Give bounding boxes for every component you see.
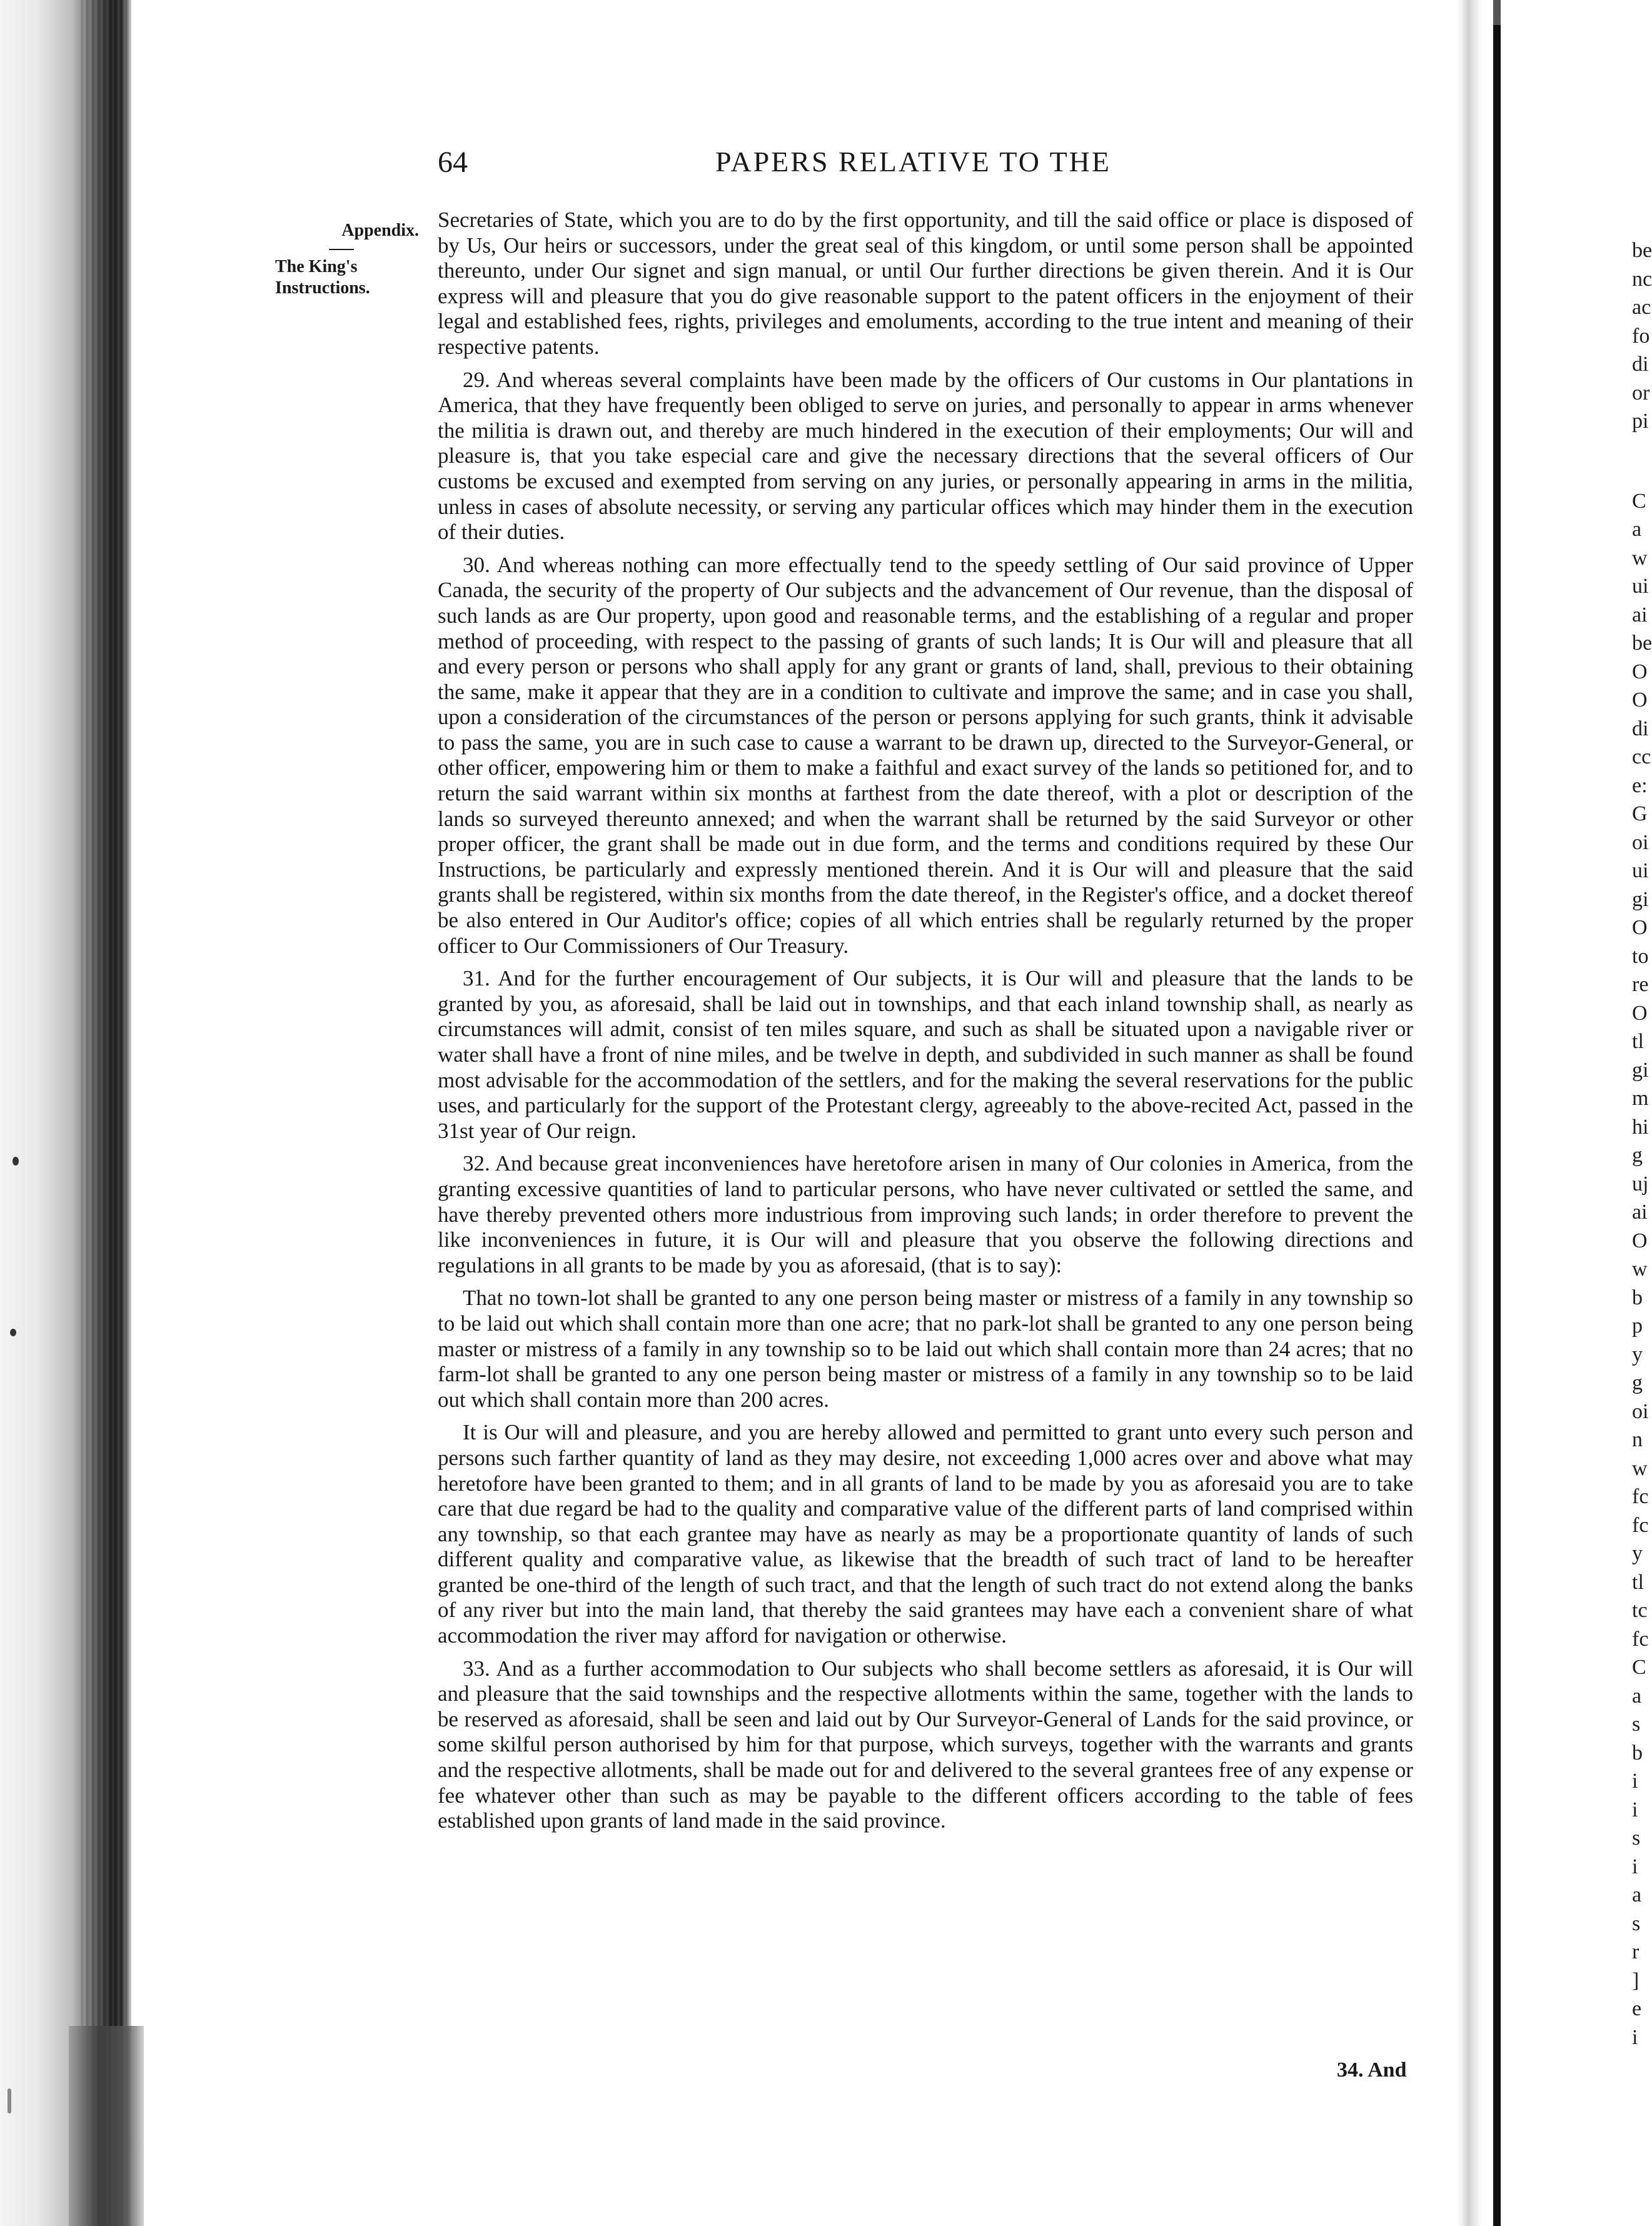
facing-page-fragment: ai — [1632, 603, 1648, 627]
paragraph-lot-limits: That no town-lot shall be granted to any one person being master or mistress of a family in any township so to be laid out which shall contain more than one acre; that no park-lot shall be granted to any one person being master or mistress of a family in any township so to be laid out which shall contain more than 24 acres; that no farm-lot shall be granted to any one person being master or mistress of a family in any township so to be laid out which shall contain more than 200 acres. — [438, 1286, 1413, 1412]
paragraph-30: 30. And whereas nothing can more effectually tend to the speedy settling of Our said province of Upper Canada, the security of the property of Our subjects and the advancement of Our revenue, than the disposal of such lands as are Our property, upon good and reasonable terms, and the establishing of a regular and proper method of proceeding, with respect to the passing of grants of such lands; It is Our will and pleasure that all and every person or persons who shall apply for any grant or grants of land, shall, previous to their obtaining the same, make it appear that they are in a condition to cultivate and improve the same; and in case you shall, upon a consideration of the circumstances of the person or persons applying for such grants, think it advisable to pass the same, you are in such case to cause a warrant to be drawn up, directed to the Surveyor-General, or other officer, empowering him or them to make a faithful and exact survey of the lands so petitioned for, and to return the said warrant within six months at farthest from the date thereof, with a plot or description of the lands so surveyed thereunto annexed; and when the warrant shall be returned by the said Surveyor or other proper officer, the grant shall be made out in due form, and the terms and conditions required by these Our Instructions, be particularly and expressly mentioned therein. And it is Our will and pleasure that the said grants shall be registered, within six months from the date thereof, in the Register's office, and a docket thereof be also entered in Our Auditor's office; copies of all which entries shall be regularly returned by the proper officer to Our Commissioners of Our Treasury. — [438, 552, 1413, 958]
facing-page-fragment: ] — [1632, 1968, 1639, 1992]
facing-page-fragment: to — [1632, 944, 1649, 968]
facing-page-fragment: w — [1632, 1456, 1648, 1480]
facing-page-fragment: ui — [1632, 859, 1649, 882]
binding-texture — [81, 0, 131, 2226]
facing-page-fragment: fc — [1632, 1513, 1649, 1537]
facing-page-fragment: O — [1632, 688, 1648, 712]
facing-page-fragment: i — [1632, 1798, 1638, 1821]
facing-page-fragment: n — [1632, 1428, 1643, 1451]
margin-note-kings-instructions: The King's Instructions. — [275, 257, 370, 298]
facing-page-fragment: nc — [1632, 267, 1652, 291]
facing-page-fragment: pi — [1632, 410, 1649, 433]
facing-page-fragment: C — [1632, 1656, 1646, 1679]
facing-page-fragment: a — [1632, 1883, 1642, 1906]
facing-page-fragment: ui — [1632, 575, 1649, 598]
binding-shadow — [69, 2026, 144, 2226]
facing-page-fragment: w — [1632, 1257, 1648, 1281]
facing-page-fragment: r — [1632, 1940, 1639, 1963]
facing-page-fragment: g — [1632, 1371, 1643, 1394]
facing-page-fragment: i — [1632, 2025, 1638, 2049]
page-fold-shadow — [1457, 0, 1482, 2226]
facing-page-fragment: s — [1632, 1911, 1641, 1935]
facing-page-fragment: a — [1632, 1684, 1642, 1708]
facing-page-fragment: O — [1632, 660, 1648, 683]
facing-page-fragment: tc — [1632, 1599, 1648, 1622]
facing-page-fragment: tl — [1632, 1570, 1644, 1594]
page-heading: PAPERS RELATIVE TO THE — [715, 146, 1112, 178]
facing-page-fragment: hi — [1632, 1115, 1649, 1139]
paragraph-continuation: Secretaries of State, which you are to do by the first opportunity, and till the said office or place is disposed of by Us, Our heirs or successors, under the great seal of this kingdom, or until some person shall be appointed thereunto, under Our signet and sign manual, or until Our further directions be given therein. And it is Our express will and pleasure that you do give reasonable support to the patent officers in the enjoyment of their legal and established fees, rights, privileges and emoluments, according to the true intent and meaning of their respective patents. — [438, 208, 1413, 359]
scan-speck — [10, 1329, 16, 1336]
facing-page-fragment: tl — [1632, 1030, 1644, 1053]
facing-page-fragment: O — [1632, 1001, 1648, 1025]
paragraph-31: 31. And for the further encouragement of Our subjects, it is Our will and pleasure that the lands to be granted by you, as aforesaid, shall be laid out in townships, and that each inland township shall, as nearly as circumstances will admit, consist of ten miles square, and such as shall be situated upon a navigable river or water shall have a front of nine miles, and be twelve in depth, and subdivided in such manner as shall be found most advisable for the accommodation of the settlers, and for the making the several reservations for the public uses, and particularly for the support of the Protestant clergy, agreeably to the above-recited Act, passed in the 31st year of Our reign. — [438, 966, 1413, 1143]
facing-page-fragment: G — [1632, 802, 1648, 825]
facing-page-fragment: ac — [1632, 296, 1651, 319]
facing-page-fragment: y — [1632, 1542, 1643, 1565]
facing-page-fragment: g — [1632, 1144, 1643, 1167]
facing-page-fragment: gi — [1632, 887, 1649, 911]
facing-page-fragment: i — [1632, 1855, 1638, 1878]
facing-page-fragment: b — [1632, 1286, 1643, 1309]
scan-speck — [13, 1157, 19, 1166]
facing-page-fragment: oi — [1632, 830, 1649, 854]
facing-page-fragment: C — [1632, 489, 1646, 513]
running-head — [438, 145, 1413, 195]
facing-page-fragment: ai — [1632, 1201, 1648, 1224]
margin-note-appendix: Appendix. — [341, 221, 419, 240]
facing-page-fragment: oi — [1632, 1399, 1649, 1423]
facing-page-edge — [1513, 0, 1652, 2226]
facing-page-fragment: re — [1632, 973, 1649, 996]
facing-page-fragment: O — [1632, 916, 1648, 939]
facing-page-fragment: di — [1632, 353, 1649, 376]
paragraph-32: 32. And because great inconveniences have heretofore arisen in many of Our colonies in America, from the granting excessive quantities of land to particular persons, who have never cultivated or settled the same, and have thereby prevented others more industrious from improving such lands; in order therefore to prevent the like inconveniences in future, it is Our will and pleasure that you observe the following directions and regulations in all grants to be made by you as aforesaid, (that is to say): — [438, 1151, 1413, 1277]
margin-note-rule — [329, 249, 354, 250]
facing-page-fragment: i — [1632, 1770, 1638, 1793]
catchword: 34. And — [1337, 2058, 1407, 2082]
margin-notes — [275, 220, 419, 299]
gutter-divider — [1493, 0, 1501, 2226]
facing-page-fragment: uj — [1632, 1172, 1649, 1196]
facing-page-fragment: be — [1632, 632, 1652, 655]
gutter-divider-top — [1493, 0, 1501, 25]
facing-page-fragment: e — [1632, 1997, 1642, 2020]
facing-page-fragment: O — [1632, 1229, 1648, 1252]
paragraph-33: 33. And as a further accommodation to Our subjects who shall become settlers as aforesaid, it is Our will and pleasure that the said townships and the respective allotments within the same, together with the lands to be reserved as aforesaid, shall be seen and laid out by Our Surveyor-General of Lands for the said province, or some skilful person authorised by him for that purpose, which surveys, together with the warrants and grants and the respective allotments, shall be made out for and delivered to the several grantees free of any expense or fee whatever other than such as may be payable to the different officers according to the table of fees established upon grants of land made in the said province. — [438, 1656, 1413, 1833]
facing-page-fragment: or — [1632, 381, 1650, 405]
paragraph-further-quantity: It is Our will and pleasure, and you are hereby allowed and permitted to grant unto every such person and persons such farther quantity of land as they may desire, not exceeding 1,000 acres over and above what may heretofore have been granted to them; and in all grants of land to be made by you as aforesaid you are to take care that due regard be had to the quality and comparative value of the different parts of land comprised within any township, so that each grantee may have as nearly as may be a proportionate quantity of lands of such different quality and comparative value, as likewise that the breadth of such tract of land to be hereafter granted be one-third of the length of such tract, and that the length of such tract do not extend along the banks of any river but into the main land, that thereby the said grantees may have each a convenient share of what accommodation the river may afford for navigation or otherwise. — [438, 1420, 1413, 1648]
facing-page-fragment: b — [1632, 1741, 1643, 1765]
facing-page-fragment: s — [1632, 1826, 1641, 1850]
facing-page-fragment: be — [1632, 239, 1652, 262]
facing-page-fragment: di — [1632, 717, 1649, 740]
facing-page-fragment: cc — [1632, 745, 1651, 768]
facing-page-fragment: y — [1632, 1342, 1643, 1366]
facing-page-fragment: fo — [1632, 324, 1650, 348]
body-text — [438, 208, 1413, 2077]
scan-speck — [8, 2088, 11, 2113]
facing-page-fragment: e: — [1632, 773, 1648, 797]
facing-page-fragment: s — [1632, 1713, 1641, 1736]
facing-page-fragment: a — [1632, 518, 1642, 541]
paragraph-29: 29. And whereas several complaints have been made by the officers of Our customs in Our plantations in America, that they have frequently been obliged to serve on juries, and personally to appear in arms whenever the militia is drawn out, and thereby are much hindered in the execution of their employments; Our will and pleasure is, that you take especial care and give the necessary directions that the several officers of Our customs be excused and exempted from serving on any juries, or personally appearing in arms in the militia, unless in cases of absolute necessity, or serving any particular offices which may hinder them in the execution of their duties. — [438, 367, 1413, 545]
facing-page-fragment: p — [1632, 1314, 1643, 1337]
facing-page-fragment: m — [1632, 1087, 1649, 1110]
facing-page-fragment: fc — [1632, 1627, 1649, 1651]
facing-page-fragment: w — [1632, 546, 1648, 570]
page-number: 64 — [438, 146, 468, 179]
facing-page-fragment: fc — [1632, 1485, 1649, 1508]
facing-page-fragment: gi — [1632, 1058, 1649, 1082]
